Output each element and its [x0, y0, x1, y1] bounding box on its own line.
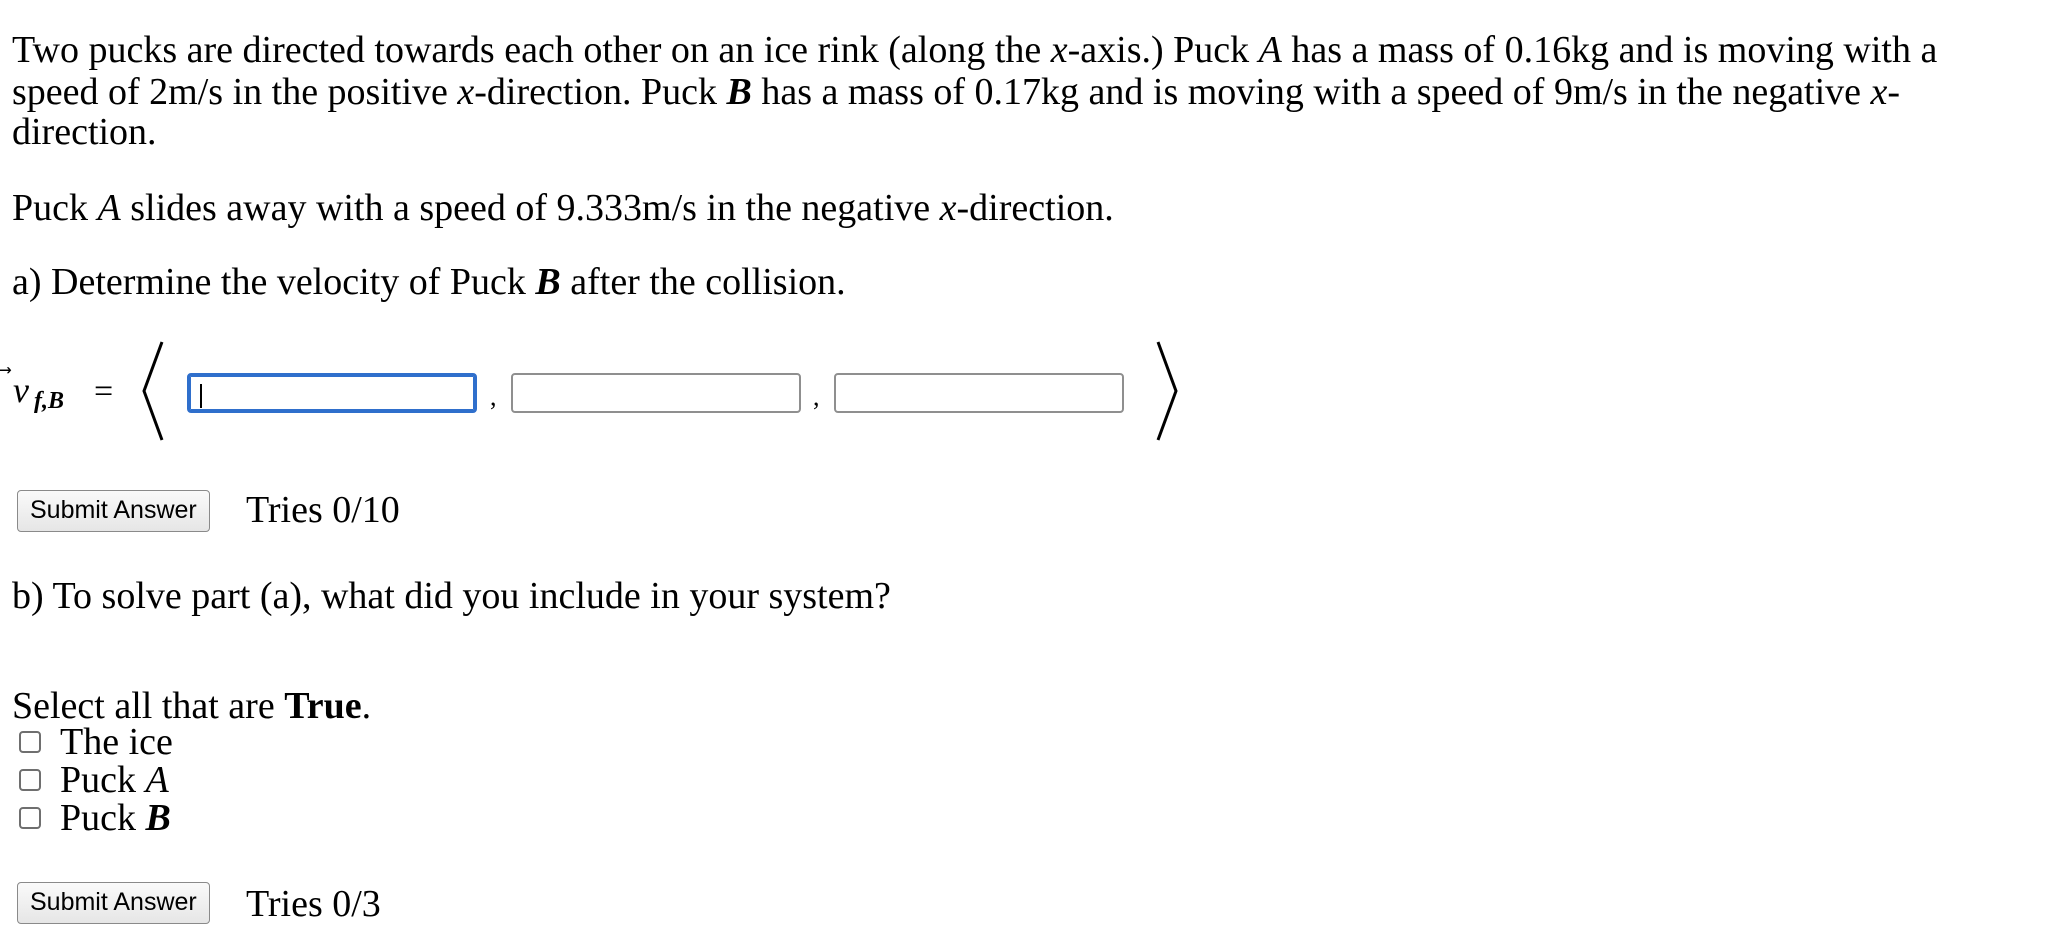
text: a) Determine the velocity of Puck: [12, 261, 536, 303]
equals-sign: =: [94, 373, 114, 410]
problem-line-3: direction.: [12, 111, 157, 153]
text: Select all that are: [12, 685, 285, 727]
part-a-prompt: [12, 262, 846, 302]
variable-x: x: [457, 71, 475, 113]
bold-text: True: [284, 685, 362, 727]
submit-answer-button-b[interactable]: Submit Answer: [17, 882, 210, 924]
text: Two pucks are directed towards each other on an ice rink (along the: [12, 29, 1051, 71]
text: has a mass of 0.17kg and is moving with a speed of 9m/s in the negative: [751, 71, 1871, 113]
left-angle-bracket: [138, 338, 170, 444]
select-instructions: [12, 686, 371, 726]
variable-B: B: [535, 261, 561, 303]
text: Puck: [12, 187, 98, 229]
problem-line-1: [12, 30, 1937, 70]
option-label-puck-b: [60, 798, 171, 838]
text: -axis.) Puck: [1067, 29, 1259, 71]
option-label-puck-a: [60, 760, 169, 800]
velocity-x-input[interactable]: [187, 373, 477, 413]
text: speed of 2m/s in the positive: [12, 71, 458, 113]
text: -direction. Puck: [474, 71, 727, 113]
vector-label: [12, 364, 86, 414]
variable-x: x: [1050, 29, 1068, 71]
variable-A: A: [1258, 29, 1282, 71]
text: Puck: [60, 759, 146, 801]
option-label-the-ice: [60, 722, 173, 762]
text: The ice: [60, 721, 173, 763]
text-caret: [200, 384, 202, 408]
text: slides away with a speed of 9.333m/s in the negative: [120, 187, 940, 229]
part-b-prompt: b) To solve part (a), what did you include in your system?: [12, 575, 891, 617]
velocity-y-input[interactable]: [511, 373, 801, 413]
checkbox-puck-b[interactable]: [19, 807, 41, 829]
text: .: [361, 685, 372, 727]
vector-subscript: f,B: [34, 388, 64, 414]
submit-answer-button-a[interactable]: Submit Answer: [17, 490, 210, 532]
velocity-z-input[interactable]: [834, 373, 1124, 413]
vector-v: v: [13, 370, 29, 410]
tries-counter-b: Tries 0/3: [246, 883, 381, 925]
checkbox-the-ice[interactable]: [19, 731, 41, 753]
tries-counter-a: Tries 0/10: [246, 489, 400, 531]
variable-x: x: [939, 187, 957, 229]
text: Puck: [60, 797, 146, 839]
text: has a mass of 0.16kg and is moving with a: [1281, 29, 1938, 71]
variable-B: B: [145, 797, 171, 839]
checkbox-puck-a[interactable]: [19, 769, 41, 791]
problem-line-2: [12, 72, 1900, 112]
comma: ,: [490, 382, 497, 411]
text: -: [1887, 71, 1901, 113]
right-angle-bracket: [1150, 338, 1182, 444]
variable-A: A: [145, 759, 169, 801]
text: -direction.: [956, 187, 1114, 229]
variable-x: x: [1870, 71, 1888, 113]
comma: ,: [813, 382, 820, 411]
problem-paragraph-2: [12, 188, 1114, 228]
text: after the collision.: [560, 261, 846, 303]
variable-A: A: [97, 187, 121, 229]
variable-B: B: [726, 71, 752, 113]
